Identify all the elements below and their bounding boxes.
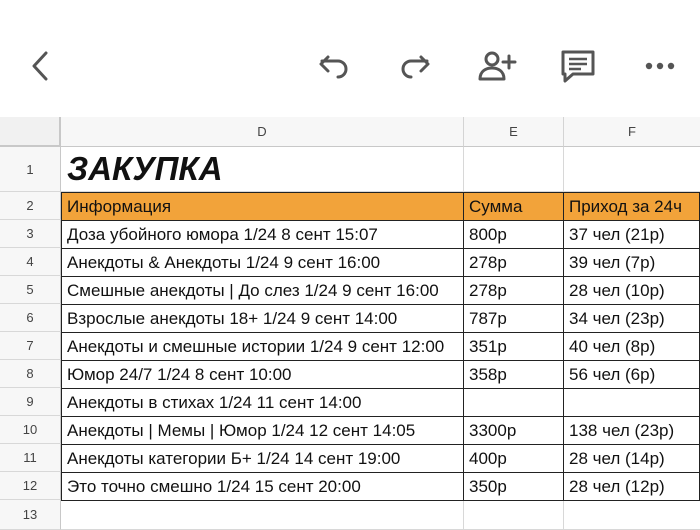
sum-cell[interactable]: 350р	[464, 473, 564, 501]
cell[interactable]	[564, 501, 700, 530]
info-cell[interactable]: Смешные анекдоты | До слез 1/24 9 сент 16:00	[61, 277, 464, 305]
row-header[interactable]: 1	[0, 147, 61, 192]
sum-cell[interactable]: 358р	[464, 361, 564, 389]
cell[interactable]	[464, 501, 564, 530]
income-cell[interactable]: 28 чел (12р)	[564, 473, 700, 501]
sum-cell[interactable]: 800р	[464, 221, 564, 249]
cell[interactable]	[61, 501, 464, 530]
column-header-e[interactable]: E	[464, 117, 564, 147]
income-cell[interactable]: 40 чел (8р)	[564, 333, 700, 361]
row-header[interactable]: 9	[0, 388, 61, 416]
more-options-icon[interactable]	[636, 42, 684, 90]
row-header[interactable]: 3	[0, 220, 61, 248]
select-all-corner[interactable]	[0, 117, 61, 147]
column-header-d[interactable]: D	[61, 117, 464, 147]
income-cell[interactable]: 138 чел (23р)	[564, 417, 700, 445]
row-header[interactable]: 2	[0, 192, 61, 220]
income-cell[interactable]: 34 чел (23р)	[564, 305, 700, 333]
income-cell[interactable]: 39 чел (7р)	[564, 249, 700, 277]
header-cell-info[interactable]: Информация	[61, 192, 464, 221]
row-header[interactable]: 8	[0, 360, 61, 388]
row-header[interactable]: 4	[0, 248, 61, 276]
info-cell[interactable]: Анекдоты категории Б+ 1/24 14 сент 19:00	[61, 445, 464, 473]
income-cell[interactable]: 28 чел (10р)	[564, 277, 700, 305]
sum-cell[interactable]: 278р	[464, 277, 564, 305]
income-cell[interactable]: 37 чел (21р)	[564, 221, 700, 249]
info-cell[interactable]: Анекдоты & Анекдоты 1/24 9 сент 16:00	[61, 249, 464, 277]
sheet-title-cell[interactable]: ЗАКУПКА	[61, 147, 464, 192]
sum-cell[interactable]: 278р	[464, 249, 564, 277]
row-header[interactable]: 13	[0, 500, 61, 530]
income-cell[interactable]: 28 чел (14р)	[564, 445, 700, 473]
sum-cell[interactable]: 400р	[464, 445, 564, 473]
income-cell[interactable]: 56 чел (6р)	[564, 361, 700, 389]
sum-cell[interactable]	[464, 389, 564, 417]
row-header[interactable]: 10	[0, 416, 61, 444]
info-cell[interactable]: Анекдоты | Мемы | Юмор 1/24 12 сент 14:05	[61, 417, 464, 445]
sum-cell[interactable]: 3300р	[464, 417, 564, 445]
row-header[interactable]: 7	[0, 332, 61, 360]
add-person-icon[interactable]	[473, 42, 521, 90]
row-header[interactable]: 6	[0, 304, 61, 332]
sum-cell[interactable]: 787р	[464, 305, 564, 333]
header-cell-sum[interactable]: Сумма	[464, 192, 564, 221]
sum-cell[interactable]: 351р	[464, 333, 564, 361]
toolbar	[0, 0, 700, 117]
undo-icon[interactable]	[310, 42, 358, 90]
back-chevron-icon[interactable]	[16, 42, 64, 90]
cell[interactable]	[464, 147, 564, 192]
comment-icon[interactable]	[554, 42, 602, 90]
info-cell[interactable]: Взрослые анекдоты 18+ 1/24 9 сент 14:00	[61, 305, 464, 333]
info-cell[interactable]: Анекдоты в стихах 1/24 11 сент 14:00	[61, 389, 464, 417]
info-cell[interactable]: Доза убойного юмора 1/24 8 сент 15:07	[61, 221, 464, 249]
info-cell[interactable]: Анекдоты и смешные истории 1/24 9 сент 12:00	[61, 333, 464, 361]
column-header-f[interactable]: F	[564, 117, 700, 147]
row-header[interactable]: 12	[0, 472, 61, 500]
row-header[interactable]: 11	[0, 444, 61, 472]
redo-icon[interactable]	[391, 42, 439, 90]
header-cell-income[interactable]: Приход за 24ч	[564, 192, 700, 221]
info-cell[interactable]: Юмор 24/7 1/24 8 сент 10:00	[61, 361, 464, 389]
row-header[interactable]: 5	[0, 276, 61, 304]
info-cell[interactable]: Это точно смешно 1/24 15 сент 20:00	[61, 473, 464, 501]
income-cell[interactable]	[564, 389, 700, 417]
cell[interactable]	[564, 147, 700, 192]
spreadsheet-grid	[0, 117, 700, 530]
